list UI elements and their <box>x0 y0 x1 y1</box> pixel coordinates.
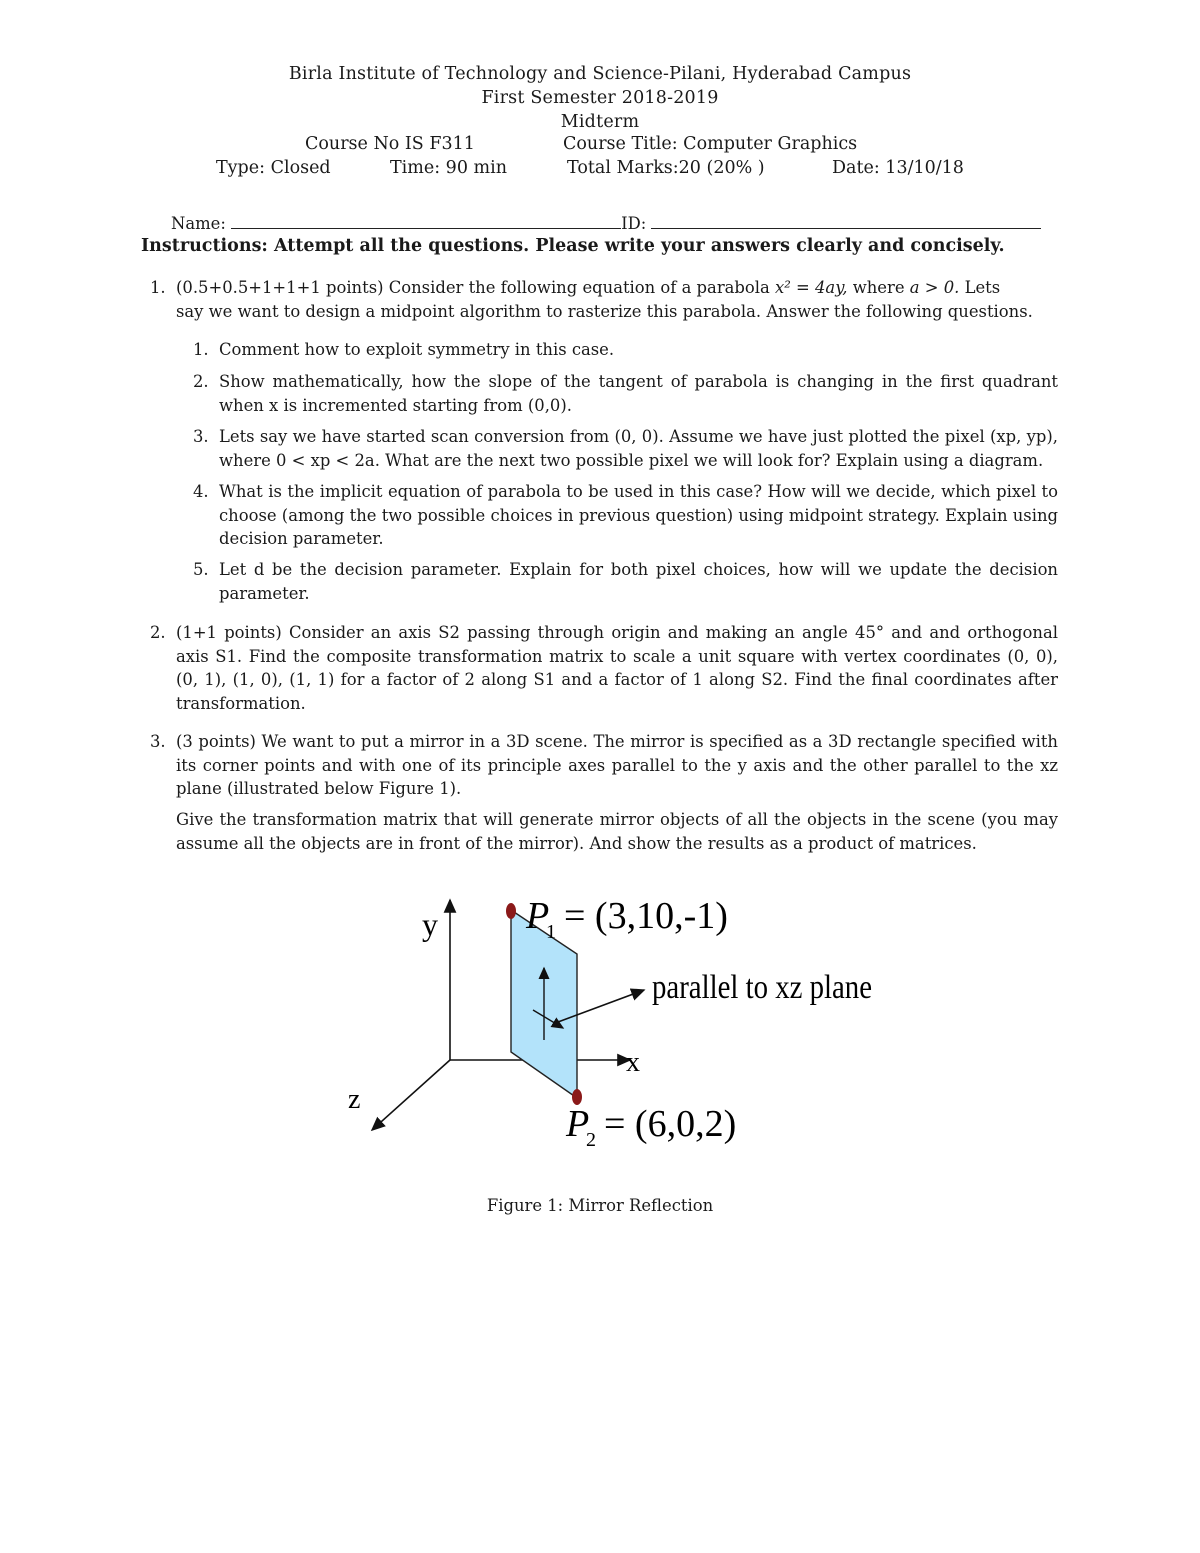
z-axis <box>372 1060 450 1130</box>
annotation-text: parallel to xz plane <box>652 969 872 1006</box>
q1-sub3-text: Lets say we have started scan conversion from (0, 0). Assume we have just plotted the pixel (xp, yp), where 0 < xp < 2a. What are the next two possible pixel we will look for? Explain using a diagram. <box>219 427 1058 470</box>
name-field[interactable] <box>231 228 621 229</box>
p2-subscript: 2 <box>586 1129 596 1151</box>
q1-sub1-number: 1. <box>193 340 209 359</box>
q1-intro-line1 <box>176 276 1058 300</box>
id-label: ID: <box>621 214 647 233</box>
figure-caption: Figure 1: Mirror Reflection <box>486 1196 714 1215</box>
q1-sub1-text: Comment how to exploit symmetry in this case. <box>219 340 615 359</box>
exam-type: Type: Closed <box>216 158 331 178</box>
q1-sub2-text: Show mathematically, how the slope of the tangent of parabola is changing in the first quadrant when x is incremented starting from (0,0). <box>219 372 1058 415</box>
instructions: Instructions: Attempt all the questions. Please write your answers clearly and concisely. <box>141 236 1005 256</box>
exam-date: Date: 13/10/18 <box>832 158 964 178</box>
q1-intro-where: where <box>852 278 905 297</box>
p2-label <box>565 1103 736 1151</box>
q2-text: (1+1 points) Consider an axis S2 passing through origin and making an angle 45° and and orthogonal axis S1. Find the composite transformation matrix to scale a unit square with vertex coordinates (0, 0), (0, 1), (1, 0), (1, 1) for a factor of 2 along S1 and a factor of 1 along S2. Find the final coordinates after transformation. <box>176 623 1058 713</box>
axis-x-label: x <box>626 1047 640 1078</box>
point-p1 <box>506 903 516 919</box>
p1-label <box>525 895 728 943</box>
q1-sub4-text: What is the implicit equation of parabola to be used in this case? How will we decide, which pixel to choose (among the two possible choices in previous question) using midpoint strategy. Explain using decision parameter. <box>219 482 1058 548</box>
q1-equation: x² = 4ay, <box>775 278 848 297</box>
axis-z-label: z <box>348 1084 361 1115</box>
total-marks: Total Marks:20 (20% ) <box>567 158 765 178</box>
q1-number: 1. <box>150 278 166 297</box>
name-label: Name: <box>171 214 226 233</box>
q1-sub3-number: 3. <box>193 427 209 446</box>
q1-sub2-number: 2. <box>193 372 209 391</box>
exam-title: Midterm <box>560 112 640 132</box>
p1-value: = (3,10,-1) <box>564 895 728 937</box>
p1-letter: P <box>526 895 550 937</box>
name-id-row <box>171 214 1041 233</box>
exam-time: Time: 90 min <box>390 158 507 178</box>
q1-sub5-number: 5. <box>193 560 209 579</box>
id-field[interactable] <box>651 228 1041 229</box>
axis-y-label: y <box>422 906 438 942</box>
q1-intro-line2: say we want to design a midpoint algorithm to rasterize this parabola. Answer the following questions. <box>176 302 1033 321</box>
p1-subscript: 1 <box>546 921 556 943</box>
q1-intro-lets: Lets <box>964 278 1001 297</box>
q1-sub4-number: 4. <box>193 482 209 501</box>
course-title: Course Title: Computer Graphics <box>563 134 858 154</box>
semester-line: First Semester 2018-2019 <box>481 88 719 108</box>
mirror-figure <box>330 880 900 1160</box>
q3-number: 3. <box>150 732 166 751</box>
q3-text2: Give the transformation matrix that will generate mirror objects of all the objects in the scene (you may assume all the objects are in front of the mirror). And show the results as a product of matrices. <box>176 810 1058 853</box>
p2-letter: P <box>566 1103 590 1145</box>
q1-condition: a > 0. <box>909 278 960 297</box>
p2-value: = (6,0,2) <box>604 1103 737 1145</box>
course-number: Course No IS F311 <box>305 134 475 154</box>
q2-number: 2. <box>150 623 166 642</box>
q1-sub5-text: Let d be the decision parameter. Explain for both pixel choices, how will we update the decision parameter. <box>219 560 1058 603</box>
institute-title: Birla Institute of Technology and Science-Pilani, Hyderabad Campus <box>288 64 912 84</box>
q3-text: (3 points) We want to put a mirror in a 3D scene. The mirror is specified as a 3D rectangle specified with its corner points and with one of its principle axes parallel to the y axis and the other parallel to the xz plane (illustrated below Figure 1). <box>176 732 1058 798</box>
q1-intro-text: (0.5+0.5+1+1+1 points) Consider the following equation of a parabola <box>176 278 770 297</box>
